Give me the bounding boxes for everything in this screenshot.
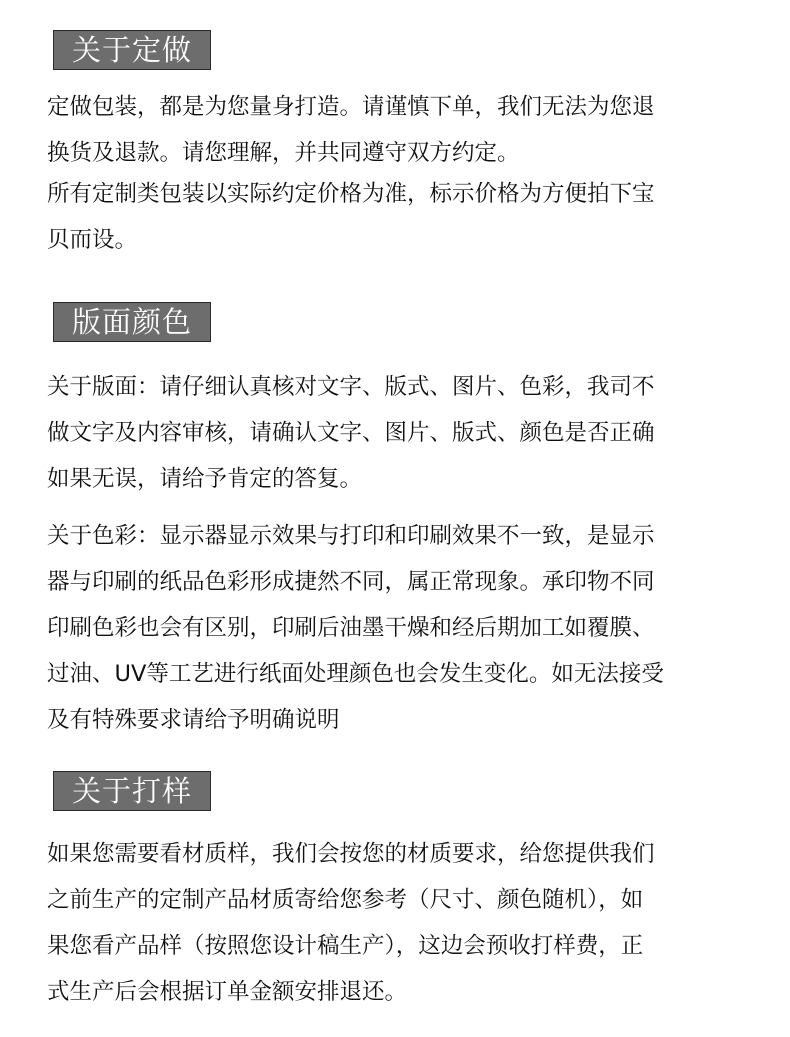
text-line: 及有特殊要求请给予明确说明 [47, 707, 340, 733]
text-line: 式生产后会根据订单金额安排退还。 [47, 979, 408, 1005]
text-line: 印刷色彩也会有区别，印刷后油墨干燥和经后期加工如覆膜、 [47, 615, 655, 641]
text-line: 做文字及内容审核，请确认文字、图片、版式、颜色是否正确 [47, 420, 655, 446]
text-line: 关于版面：请仔细认真核对文字、版式、图片、色彩，我司不 [47, 374, 655, 400]
text-line: 果您看产品样（按照您设计稿生产），这边会预收打样费，正 [47, 933, 644, 959]
text-line: 如果您需要看材质样，我们会按您的材质要求，给您提供我们 [47, 841, 655, 867]
text-line: 换货及退款。请您理解，并共同遵守双方约定。 [47, 140, 520, 166]
paragraph [47, 364, 747, 502]
paragraph [47, 84, 747, 176]
section-title: 版面颜色 [53, 302, 211, 342]
text-line: 关于色彩：显示器显示效果与打印和印刷效果不一致，是显示 [47, 523, 655, 549]
paragraph [47, 171, 747, 263]
text-line: 所有定制类包装以实际约定价格为准，标示价格为方便拍下宝 [47, 181, 655, 207]
paragraph [47, 513, 747, 743]
text-line: 器与印刷的纸品色彩形成捷然不同，属正常现象。承印物不同 [47, 569, 655, 595]
text-line: 贝而设。 [47, 227, 138, 253]
text-line: 定做包装，都是为您量身打造。请谨慎下单，我们无法为您退 [47, 94, 655, 120]
section-title: 关于定做 [53, 30, 211, 70]
text-line: 如果无误，请给予肯定的答复。 [47, 466, 363, 492]
text-line: 之前生产的定制产品材质寄给您参考（尺寸、颜色随机），如 [47, 887, 644, 913]
text-line: 过油、UV等工艺进行纸面处理颜色也会发生变化。如无法接受 [47, 661, 664, 687]
section-title: 关于打样 [53, 771, 211, 811]
paragraph [47, 831, 747, 1015]
